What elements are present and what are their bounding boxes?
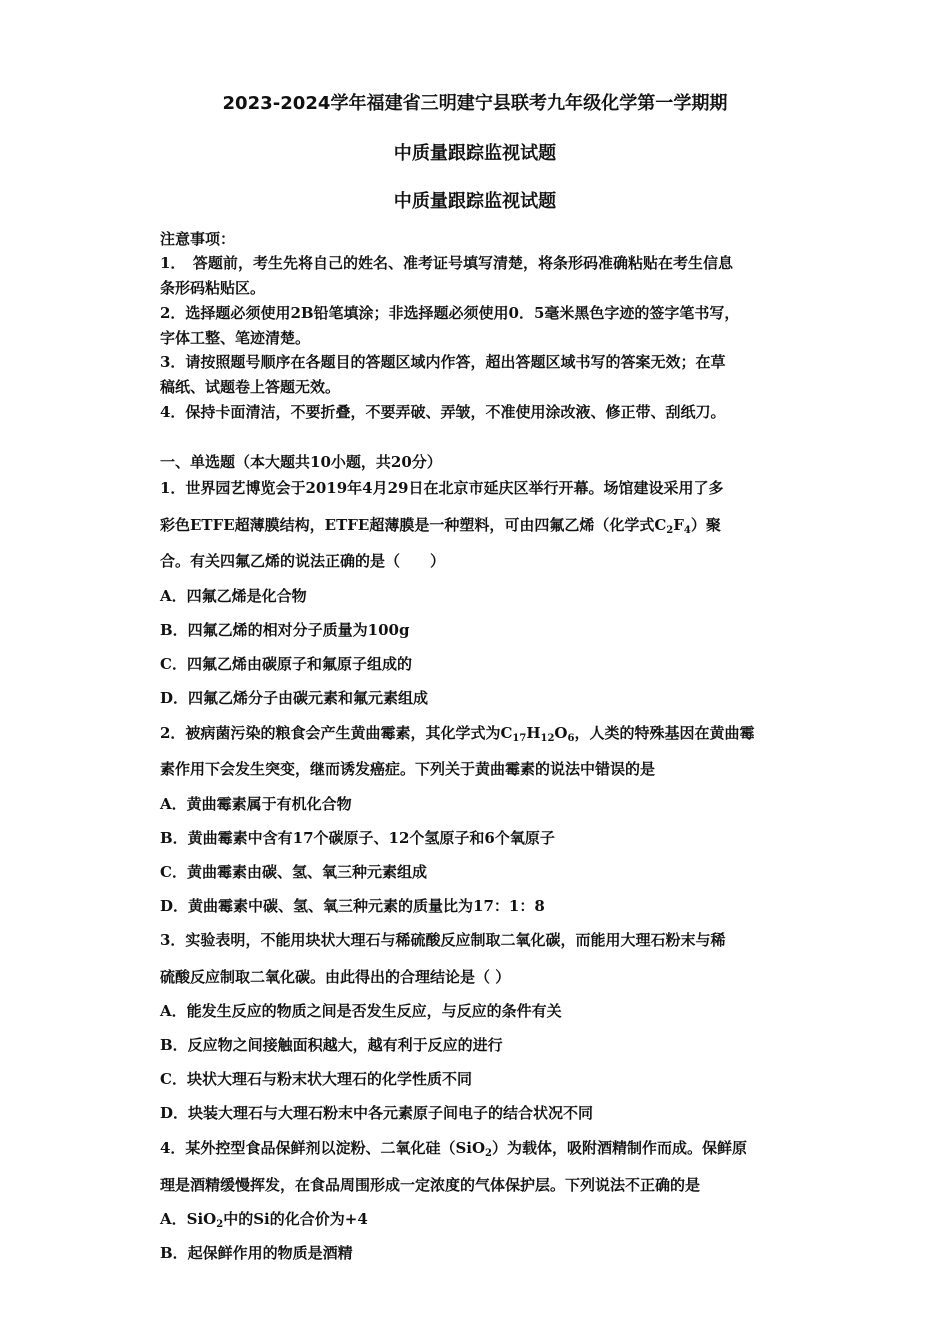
- title-line-1: 2023-2024学年福建省三明建宁县联考九年级化学第一学期期: [222, 93, 728, 114]
- question-1-option-d: D．四氟乙烯分子由碳元素和氟元素组成: [160, 689, 429, 707]
- notice-heading: 注意事项：: [160, 230, 236, 248]
- title-line-2: 中质量跟踪监视试题: [393, 143, 557, 164]
- question-3-text: 3．实验表明，不能用块状大理石与稀硫酸反应制取二氧化碳，而能用大理石粉末与稀: [160, 931, 726, 949]
- question-4-option-b: B．起保鲜作用的物质是酒精: [160, 1244, 353, 1262]
- question-2-text: 2．被病菌污染的粮食会产生黄曲霉素，其化学式为$C_{17}H_{12}O_6$，人类的特殊基因在黄曲霉: [160, 724, 755, 744]
- question-4-text: 4．某外控型食品保鲜剂以淀粉、二氧化硅（SiO$_2$）为载体，吸附酒精制作而成。保鲜原: [160, 1139, 748, 1159]
- section-heading: 一、单选题（本大题共10小题，共20分）: [160, 453, 442, 471]
- question-1-text: 1．世界园艺博览会于2019年4月29日在北京市延庆区举行开幕。场馆建设采用了多: [160, 479, 724, 497]
- question-2-text: 素作用下会发生突变，继而诱发癌症。下列关于黄曲霉素的说法中错误的是: [160, 760, 656, 778]
- question-2-option-b: B．黄曲霉素中含有17个碳原子、12个氢原子和6个氧原子: [160, 829, 555, 847]
- question-1-option-a: A．四氟乙烯是化合物: [160, 587, 307, 605]
- notice-line: 字体工整、笔迹清楚。: [160, 329, 311, 347]
- question-3-text: 硫酸反应制取二氧化碳。由此得出的合理结论是（ ）: [160, 968, 511, 986]
- question-3-option-a: A．能发生反应的物质之间是否发生反应，与反应的条件有关: [160, 1002, 562, 1020]
- title-line-3: 中质量跟踪监视试题: [393, 191, 557, 212]
- notice-line: 1． 答题前，考生先将自己的姓名、准考证号填写清楚，将条形码准确粘贴在考生信息: [160, 254, 733, 272]
- question-1-text: 彩色ETFE超薄膜结构，ETFE超薄膜是一种塑料，可由四氟乙烯（化学式$C_2F_4$）聚: [160, 516, 721, 536]
- notice-line: 条形码粘贴区。: [160, 279, 266, 297]
- question-3-option-d: D．块装大理石与大理石粉末中各元素原子间电子的结合状况不同: [160, 1104, 594, 1122]
- question-2-option-d: D．黄曲霉素中碳、氢、氧三种元素的质量比为17：1：8: [160, 897, 545, 915]
- question-1-option-b: B．四氟乙烯的相对分子质量为100g: [160, 621, 410, 639]
- question-1-text: 合。有关四氟乙烯的说法正确的是（ ）: [160, 552, 446, 570]
- question-4-option-a: A．SiO$_2$中的Si的化合价为+4: [160, 1210, 368, 1230]
- question-4-text: 理是酒精缓慢挥发，在食品周围形成一定浓度的气体保护层。下列说法不正确的是: [160, 1176, 701, 1194]
- notice-line: 3．请按照题号顺序在各题目的答题区域内作答，超出答题区域书写的答案无效；在草: [160, 353, 726, 371]
- question-3-option-b: B．反应物之间接触面积越大，越有利于反应的进行: [160, 1036, 503, 1054]
- question-3-option-c: C．块状大理石与粉末状大理石的化学性质不同: [160, 1070, 472, 1088]
- notice-line: 稿纸、试题卷上答题无效。: [160, 378, 341, 396]
- notice-line: 2．选择题必须使用2B铅笔填涂；非选择题必须使用0．5毫米黑色字迹的签字笔书写，: [160, 304, 740, 322]
- question-2-option-a: A．黄曲霉素属于有机化合物: [160, 795, 352, 813]
- question-2-option-c: C．黄曲霉素由碳、氢、氧三种元素组成: [160, 863, 427, 881]
- question-1-option-c: C．四氟乙烯由碳原子和氟原子组成的: [160, 655, 412, 673]
- notice-line: 4．保持卡面清洁，不要折叠，不要弄破、弄皱，不准使用涂改液、修正带、刮纸刀。: [160, 403, 726, 421]
